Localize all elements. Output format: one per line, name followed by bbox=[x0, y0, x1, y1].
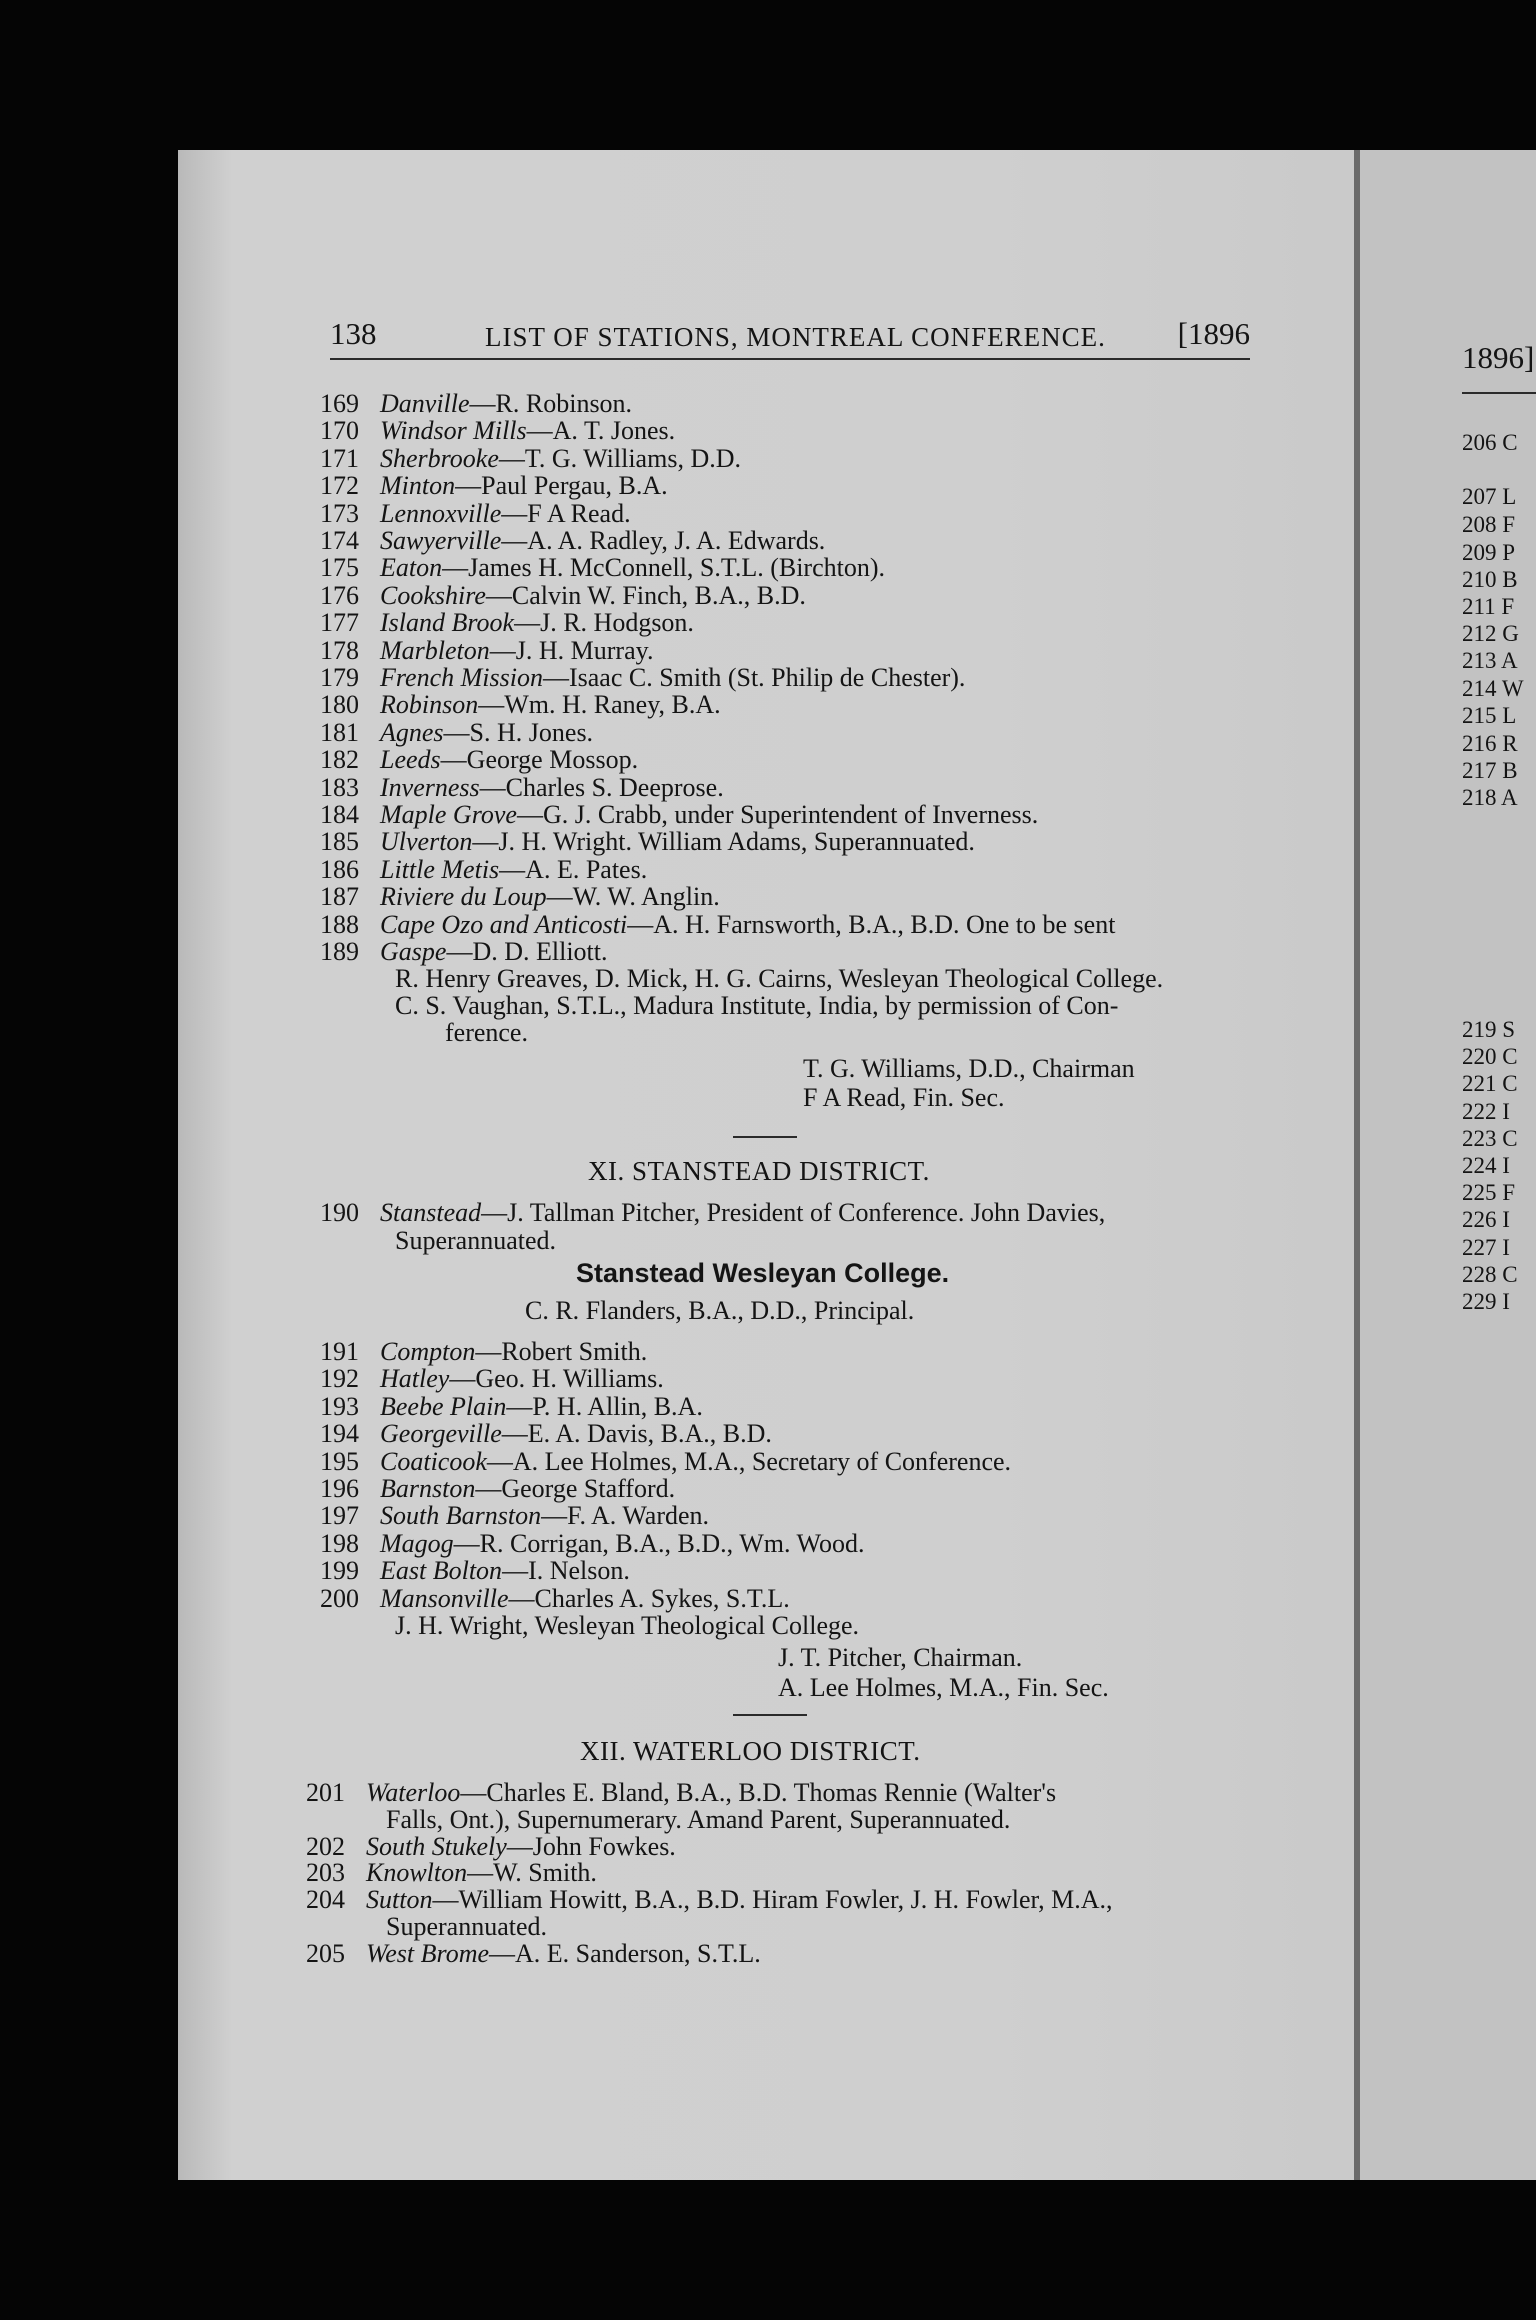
station-place: Waterloo bbox=[366, 1778, 461, 1807]
station-place: Ulverton bbox=[380, 827, 473, 857]
facing-page-rule bbox=[1462, 392, 1536, 394]
station-entry: 176 Cookshire—Calvin W. Finch, B.A., B.D. bbox=[320, 580, 806, 610]
station-minister: Charles A. Sykes, S.T.L. bbox=[534, 1583, 790, 1613]
facing-page-station-number: 217 B bbox=[1462, 758, 1518, 783]
facing-page-station-number: 228 C bbox=[1462, 1261, 1518, 1287]
station-entry: 174 Sawyerville—A. A. Radley, J. A. Edwards. bbox=[320, 526, 826, 555]
station-number: 194 bbox=[320, 1419, 359, 1449]
station-number: 183 bbox=[320, 772, 359, 802]
station-number: 184 bbox=[320, 800, 359, 829]
facing-page-station-number: 207 L bbox=[1462, 484, 1517, 509]
station-place: Danville bbox=[380, 389, 470, 418]
station-entry bbox=[386, 1913, 547, 1941]
station-entry: 172 Minton—Paul Pergau, B.A. bbox=[320, 471, 668, 501]
station-number: 201 bbox=[306, 1778, 345, 1807]
fin-sec-signature: A. Lee Holmes, M.A., Fin. Sec. bbox=[778, 1673, 1109, 1702]
station-number: 189 bbox=[320, 937, 359, 966]
station-minister: A. H. Farnsworth, B.A., B.D. One to be sent bbox=[653, 909, 1116, 939]
station-entry: 181 Agnes—S. H. Jones. bbox=[320, 717, 594, 747]
facing-page-station-number: 221 C bbox=[1462, 1071, 1518, 1097]
station-place: Cape Ozo and Anticosti bbox=[380, 909, 628, 939]
station-minister: J. H. Murray. bbox=[515, 635, 654, 665]
station-minister: A. A. Radley, J. A. Edwards. bbox=[527, 526, 826, 555]
station-minister: Geo. H. Williams. bbox=[475, 1364, 664, 1394]
station-minister: P. H. Allin, B.A. bbox=[532, 1391, 703, 1421]
station-place: Little Metis bbox=[380, 854, 500, 884]
station-place: Island Brook bbox=[380, 608, 515, 638]
station-entry: 180 Robinson—Wm. H. Raney, B.A. bbox=[320, 690, 721, 720]
page-header bbox=[330, 312, 1250, 360]
station-place: Maple Grove bbox=[380, 800, 517, 829]
station-minister: Robert Smith. bbox=[501, 1337, 648, 1366]
station-minister: A. Lee Holmes, M.A., Secretary of Conference. bbox=[512, 1446, 1012, 1476]
station-number: 196 bbox=[320, 1474, 359, 1503]
section-divider bbox=[733, 1136, 797, 1138]
station-entry: 198 Magog—R. Corrigan, B.A., B.D., Wm. Wood. bbox=[320, 1528, 865, 1558]
station-number: 192 bbox=[320, 1364, 359, 1394]
station-minister: E. A. Davis, B.A., B.D. bbox=[527, 1419, 772, 1449]
station-entry: 192 Hatley—Geo. H. Williams. bbox=[320, 1364, 664, 1394]
station-place: Leeds bbox=[380, 745, 441, 775]
facing-page-station-number: 216 R bbox=[1462, 731, 1518, 756]
station-place: French Mission bbox=[380, 663, 543, 692]
station-entry: 190 Stanstead—J. Tallman Pitcher, President of Conference. John Davies, bbox=[320, 1198, 1106, 1227]
station-minister: I. Nelson. bbox=[528, 1556, 630, 1586]
station-number: 197 bbox=[320, 1501, 359, 1531]
station-place: Sherbrooke bbox=[380, 443, 499, 473]
station-minister: W. Smith. bbox=[493, 1858, 597, 1888]
station-place: Coaticook bbox=[380, 1446, 487, 1476]
station-number: 198 bbox=[320, 1528, 359, 1558]
station-minister: A. E. Pates. bbox=[525, 854, 648, 884]
station-number: 200 bbox=[320, 1583, 359, 1613]
page-number: 138 bbox=[330, 316, 377, 351]
station-entry: 187 Riviere du Loup—W. W. Anglin. bbox=[320, 882, 720, 912]
running-title: LIST OF STATIONS, MONTREAL CONFERENCE. bbox=[485, 322, 1106, 352]
station-place: Knowlton bbox=[366, 1858, 468, 1888]
station-minister: Charles S. Deeprose. bbox=[505, 772, 724, 802]
station-minister: R. Corrigan, B.A., B.D., Wm. Wood. bbox=[479, 1528, 865, 1558]
station-minister: William Howitt, B.A., B.D. Hiram Fowler, J. H. Fowler, M.A., bbox=[458, 1885, 1113, 1915]
facing-page-station-number: 225 F bbox=[1462, 1180, 1516, 1206]
station-entry: 194 Georgeville—E. A. Davis, B.A., B.D. bbox=[320, 1419, 772, 1449]
station-minister: John Fowkes. bbox=[532, 1831, 676, 1861]
station-minister: Calvin W. Finch, B.A., B.D. bbox=[511, 580, 806, 610]
station-number: 191 bbox=[320, 1337, 359, 1366]
station-entry: 170 Windsor Mills—A. T. Jones. bbox=[320, 416, 676, 446]
station-minister: J. H. Wright. William Adams, Superannuated. bbox=[498, 827, 975, 857]
station-entry bbox=[386, 1806, 1010, 1834]
station-place: Windsor Mills bbox=[380, 416, 527, 446]
station-entry: 173 Lennoxville—F A Read. bbox=[320, 498, 631, 528]
station-minister: F A Read. bbox=[527, 498, 631, 528]
station-entry: 197 South Barnston—F. A. Warden. bbox=[320, 1501, 710, 1531]
facing-page-station-number: 219 S bbox=[1462, 1017, 1516, 1042]
station-place: Compton bbox=[380, 1337, 476, 1366]
facing-page-station-number: 223 C bbox=[1462, 1125, 1518, 1151]
station-place: Beebe Plain bbox=[380, 1391, 507, 1421]
station-minister: Isaac C. Smith (St. Philip de Chester). bbox=[568, 663, 966, 692]
station-place: Sutton bbox=[366, 1885, 433, 1915]
station-minister: George Mossop. bbox=[466, 745, 639, 775]
station-place: Georgeville bbox=[380, 1419, 502, 1449]
station-entry: 184 Maple Grove—G. J. Crabb, under Superintendent of Inverness. bbox=[320, 800, 1039, 829]
facing-page-station-number: 209 P bbox=[1462, 540, 1516, 565]
station-minister: Falls, Ont.), Supernumerary. Amand Parent, Superannuated. bbox=[386, 1804, 1011, 1834]
district-note: J. H. Wright, Wesleyan Theological College. bbox=[395, 1611, 860, 1640]
station-number: 170 bbox=[320, 416, 359, 446]
station-number: 186 bbox=[320, 854, 359, 884]
station-place: Hatley bbox=[380, 1364, 450, 1394]
station-entry: 183 Inverness—Charles S. Deeprose. bbox=[320, 772, 724, 802]
facing-page-station-number: 227 I bbox=[1462, 1234, 1510, 1260]
station-place: South Stukely bbox=[366, 1831, 507, 1861]
station-minister: D. D. Elliott. bbox=[472, 937, 608, 966]
station-minister: James H. McConnell, S.T.L. (Birchton). bbox=[468, 553, 886, 583]
station-minister: A. E. Sanderson, S.T.L. bbox=[515, 1938, 761, 1968]
station-number: 187 bbox=[320, 882, 359, 912]
facing-page-year: 1896] bbox=[1462, 340, 1535, 375]
college-name: Stanstead Wesleyan College. bbox=[576, 1258, 950, 1288]
station-number: 188 bbox=[320, 909, 359, 939]
station-number: 190 bbox=[320, 1198, 359, 1227]
station-place: Robinson bbox=[380, 690, 479, 720]
station-place: East Bolton bbox=[380, 1556, 503, 1586]
station-entry: 186 Little Metis—A. E. Pates. bbox=[320, 854, 648, 884]
district-note: R. Henry Greaves, D. Mick, H. G. Cairns, Wesleyan Theological College. bbox=[395, 964, 1164, 994]
station-place: Cookshire bbox=[380, 580, 486, 610]
district-note: C. S. Vaughan, S.T.L., Madura Institute, India, by permission of Con- bbox=[395, 991, 1119, 1021]
station-entry: 178 Marbleton—J. H. Murray. bbox=[320, 635, 654, 665]
station-entry: 202 South Stukely—John Fowkes. bbox=[306, 1831, 676, 1861]
station-minister: Charles E. Bland, B.A., B.D. Thomas Rennie (Walter's bbox=[486, 1778, 1057, 1807]
station-place: Stanstead bbox=[380, 1198, 482, 1227]
station-minister: J. R. Hodgson. bbox=[540, 608, 694, 638]
station-place: Minton bbox=[380, 471, 456, 501]
station-place: Gaspe bbox=[380, 937, 447, 966]
station-entry: 171 Sherbrooke—T. G. Williams, D.D. bbox=[320, 443, 741, 473]
facing-page-station-number: 224 I bbox=[1462, 1153, 1510, 1178]
facing-page-station-number: 208 F bbox=[1462, 512, 1516, 537]
station-entry: 182 Leeds—George Mossop. bbox=[320, 745, 639, 775]
station-entry: 179 French Mission—Isaac C. Smith (St. Philip de Chester). bbox=[320, 663, 966, 692]
station-place: South Barnston bbox=[380, 1501, 542, 1531]
chairman-signature: J. T. Pitcher, Chairman. bbox=[778, 1643, 1023, 1672]
station-number: 177 bbox=[320, 608, 359, 638]
fin-sec-signature: F A Read, Fin. Sec. bbox=[803, 1083, 1005, 1112]
station-entry: 205 West Brome—A. E. Sanderson, S.T.L. bbox=[306, 1938, 761, 1968]
station-minister: Paul Pergau, B.A. bbox=[481, 471, 668, 501]
station-number: 193 bbox=[320, 1391, 359, 1421]
facing-page-station-number: 215 L bbox=[1462, 703, 1517, 728]
station-number: 173 bbox=[320, 498, 359, 528]
station-place: Mansonville bbox=[380, 1583, 509, 1613]
station-entry: 200 Mansonville—Charles A. Sykes, S.T.L. bbox=[320, 1583, 790, 1613]
station-entry: 177 Island Brook—J. R. Hodgson. bbox=[320, 608, 694, 638]
station-place: Lennoxville bbox=[380, 498, 502, 528]
station-entry: 195 Coaticook—A. Lee Holmes, M.A., Secretary of Conference. bbox=[320, 1446, 1012, 1476]
station-place: West Brome bbox=[366, 1938, 490, 1968]
facing-page-station-number: 220 C bbox=[1462, 1044, 1518, 1070]
station-minister: J. Tallman Pitcher, President of Conference. John Davies, bbox=[507, 1198, 1106, 1227]
facing-page-station-number: 213 A bbox=[1462, 648, 1518, 673]
station-place: Magog bbox=[380, 1528, 454, 1558]
district-heading: XII. WATERLOO DISTRICT. bbox=[580, 1736, 921, 1766]
station-entry: 175 Eaton—James H. McConnell, S.T.L. (Birchton). bbox=[320, 553, 886, 583]
chairman-signature: T. G. Williams, D.D., Chairman bbox=[803, 1054, 1135, 1083]
station-minister: F. A. Warden. bbox=[567, 1501, 710, 1531]
facing-page-station-number: 229 I bbox=[1462, 1289, 1510, 1314]
station-number: 204 bbox=[306, 1885, 345, 1915]
station-number: 178 bbox=[320, 635, 359, 665]
facing-page-station-number: 218 A bbox=[1462, 785, 1518, 810]
station-entry: 189 Gaspe—D. D. Elliott. bbox=[320, 937, 608, 966]
station-number: 180 bbox=[320, 690, 359, 720]
station-number: 179 bbox=[320, 663, 359, 692]
station-number: 205 bbox=[306, 1938, 345, 1968]
station-entry: 169 Danville—R. Robinson. bbox=[320, 389, 633, 418]
station-minister: Wm. H. Raney, B.A. bbox=[504, 690, 721, 720]
district-note: ference. bbox=[445, 1018, 528, 1048]
station-number: 182 bbox=[320, 745, 359, 775]
college-principal: C. R. Flanders, B.A., D.D., Principal. bbox=[525, 1296, 915, 1325]
facing-page-station-number: 214 W bbox=[1462, 676, 1524, 701]
station-place: Eaton bbox=[380, 553, 443, 583]
district-heading: XI. STANSTEAD DISTRICT. bbox=[588, 1156, 930, 1186]
station-minister: W. W. Anglin. bbox=[572, 882, 720, 912]
station-number: 202 bbox=[306, 1831, 345, 1861]
station-minister: S. H. Jones. bbox=[469, 717, 594, 747]
station-minister: R. Robinson. bbox=[495, 389, 633, 418]
station-minister: Superannuated. bbox=[386, 1912, 548, 1941]
station-number: 195 bbox=[320, 1446, 359, 1476]
station-number: 185 bbox=[320, 827, 359, 857]
facing-page-station-number: 211 F bbox=[1462, 594, 1515, 619]
station-place: Riviere du Loup bbox=[380, 882, 547, 912]
station-number: 176 bbox=[320, 580, 359, 610]
station-number: 203 bbox=[306, 1858, 345, 1888]
header-year: [1896 bbox=[1177, 316, 1250, 351]
facing-page-station-number: 222 I bbox=[1462, 1098, 1510, 1124]
station-entry: 191 Compton—Robert Smith. bbox=[320, 1337, 648, 1366]
station-place: Marbleton bbox=[380, 635, 490, 665]
station-entry: 203 Knowlton—W. Smith. bbox=[306, 1858, 597, 1888]
station-number: 175 bbox=[320, 553, 359, 583]
station-number: 172 bbox=[320, 471, 359, 501]
station-place: Agnes bbox=[380, 717, 444, 747]
station-number: 174 bbox=[320, 526, 359, 555]
station-entry: 185 Ulverton—J. H. Wright. William Adams, Superannuated. bbox=[320, 827, 975, 857]
facing-page-station-number: 226 I bbox=[1462, 1207, 1510, 1233]
facing-page-station-number: 206 C bbox=[1462, 430, 1518, 455]
station-entry: 193 Beebe Plain—P. H. Allin, B.A. bbox=[320, 1391, 703, 1421]
station-entry: 196 Barnston—George Stafford. bbox=[320, 1474, 676, 1503]
facing-page-station-number: 212 G bbox=[1462, 621, 1519, 646]
facing-page-station-number: 210 B bbox=[1462, 567, 1518, 592]
station-number: 199 bbox=[320, 1556, 359, 1586]
station-continuation: Superannuated. bbox=[395, 1226, 557, 1255]
station-minister: G. J. Crabb, under Superintendent of Inverness. bbox=[542, 800, 1039, 829]
station-number: 171 bbox=[320, 443, 359, 473]
station-minister: George Stafford. bbox=[501, 1474, 676, 1503]
station-entry: 199 East Bolton—I. Nelson. bbox=[320, 1556, 630, 1586]
station-minister: T. G. Williams, D.D. bbox=[524, 443, 741, 473]
station-entry: 188 Cape Ozo and Anticosti—A. H. Farnsworth, B.A., B.D. One to be sent bbox=[320, 909, 1116, 939]
station-place: Barnston bbox=[380, 1474, 476, 1503]
station-entry: 201 Waterloo—Charles E. Bland, B.A., B.D. Thomas Rennie (Walter's bbox=[306, 1778, 1057, 1807]
station-place: Inverness bbox=[380, 772, 480, 802]
station-number: 169 bbox=[320, 389, 359, 418]
station-number: 181 bbox=[320, 717, 359, 747]
section-divider bbox=[733, 1714, 807, 1716]
station-place: Sawyerville bbox=[380, 526, 502, 555]
station-entry: 204 Sutton—William Howitt, B.A., B.D. Hiram Fowler, J. H. Fowler, M.A., bbox=[306, 1885, 1113, 1915]
station-minister: A. T. Jones. bbox=[552, 416, 676, 446]
